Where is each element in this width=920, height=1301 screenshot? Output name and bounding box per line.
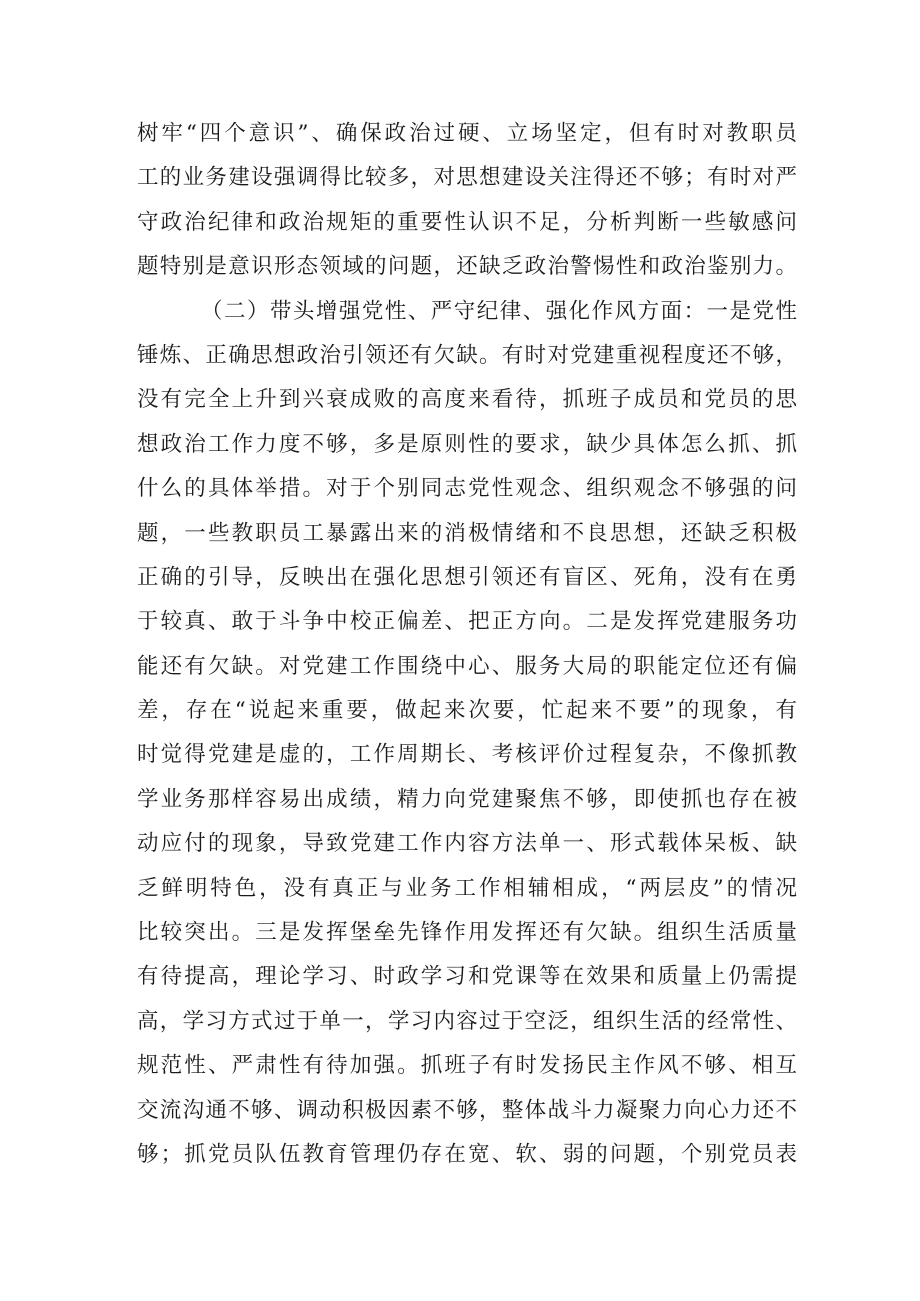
text-line: 高，学习方式过于单一，学习内容过于空泛，组织生活的经常性、 bbox=[137, 1008, 797, 1034]
text-line: 学业务那样容易出成绩，精力向党建聚焦不够，即使抓也存在被 bbox=[137, 786, 797, 812]
text-line: 树牢“四个意识”、确保政治过硬、立场坚定，但有时对教职员 bbox=[137, 121, 797, 146]
text-line: 没有完全上升到兴衰成败的高度来看待，抓班子成员和党员的思 bbox=[137, 387, 797, 413]
text-line: 比较突出。三是发挥堡垒先锋作用发挥还有欠缺。组织生活质量 bbox=[137, 920, 797, 946]
text-line: 题特别是意识形态领域的问题，还缺乏政治警惕性和政治鉴别力。 bbox=[137, 254, 797, 280]
text-line: 守政治纪律和政治规矩的重要性认识不足，分析判断一些敏感问 bbox=[137, 209, 797, 235]
text-line: 工的业务建设强调得比较多，对思想建设关注得还不够；有时对严 bbox=[137, 165, 797, 191]
text-line: 题，一些教职员工暴露出来的消极情绪和不良思想，还缺乏积极 bbox=[137, 520, 797, 546]
text-line: 乏鲜明特色，没有真正与业务工作相辅相成，“两层皮”的情况 bbox=[137, 875, 797, 901]
text-line: 时觉得党建是虚的，工作周期长、考核评价过程复杂，不像抓教 bbox=[137, 742, 797, 768]
text-line: 于较真、敢于斗争中校正偏差、把正方向。二是发挥党建服务功 bbox=[137, 609, 797, 635]
text-line: 能还有欠缺。对党建工作围绕中心、服务大局的职能定位还有偏 bbox=[137, 653, 797, 679]
text-line: 交流沟通不够、调动积极因素不够，整体战斗力凝聚力向心力还不 bbox=[137, 1097, 797, 1123]
paragraph-heading-line: （二）带头增强党性、严守纪律、强化作风方面：一是党性 bbox=[201, 298, 797, 324]
text-line: 什么的具体举措。对于个别同志党性观念、组织观念不够强的问 bbox=[137, 476, 797, 502]
text-line: 有待提高，理论学习、时政学习和党课等在效果和质量上仍需提 bbox=[137, 964, 797, 990]
text-line: 锤炼、正确思想政治引领还有欠缺。有时对党建重视程度还不够， bbox=[137, 342, 797, 368]
text-line: 规范性、严肃性有待加强。抓班子有时发扬民主作风不够、相互 bbox=[137, 1053, 797, 1079]
document-body bbox=[137, 112, 797, 1177]
text-line: 够；抓党员队伍教育管理仍存在宽、软、弱的问题，个别党员表 bbox=[137, 1141, 797, 1167]
text-line: 正确的引导，反映出在强化思想引领还有盲区、死角，没有在勇 bbox=[137, 564, 797, 590]
text-line: 动应付的现象，导致党建工作内容方法单一、形式载体呆板、缺 bbox=[137, 831, 797, 857]
text-line: 想政治工作力度不够，多是原则性的要求，缺少具体怎么抓、抓 bbox=[137, 431, 797, 457]
text-line: 差，存在“说起来重要，做起来次要，忙起来不要”的现象，有 bbox=[137, 698, 797, 724]
